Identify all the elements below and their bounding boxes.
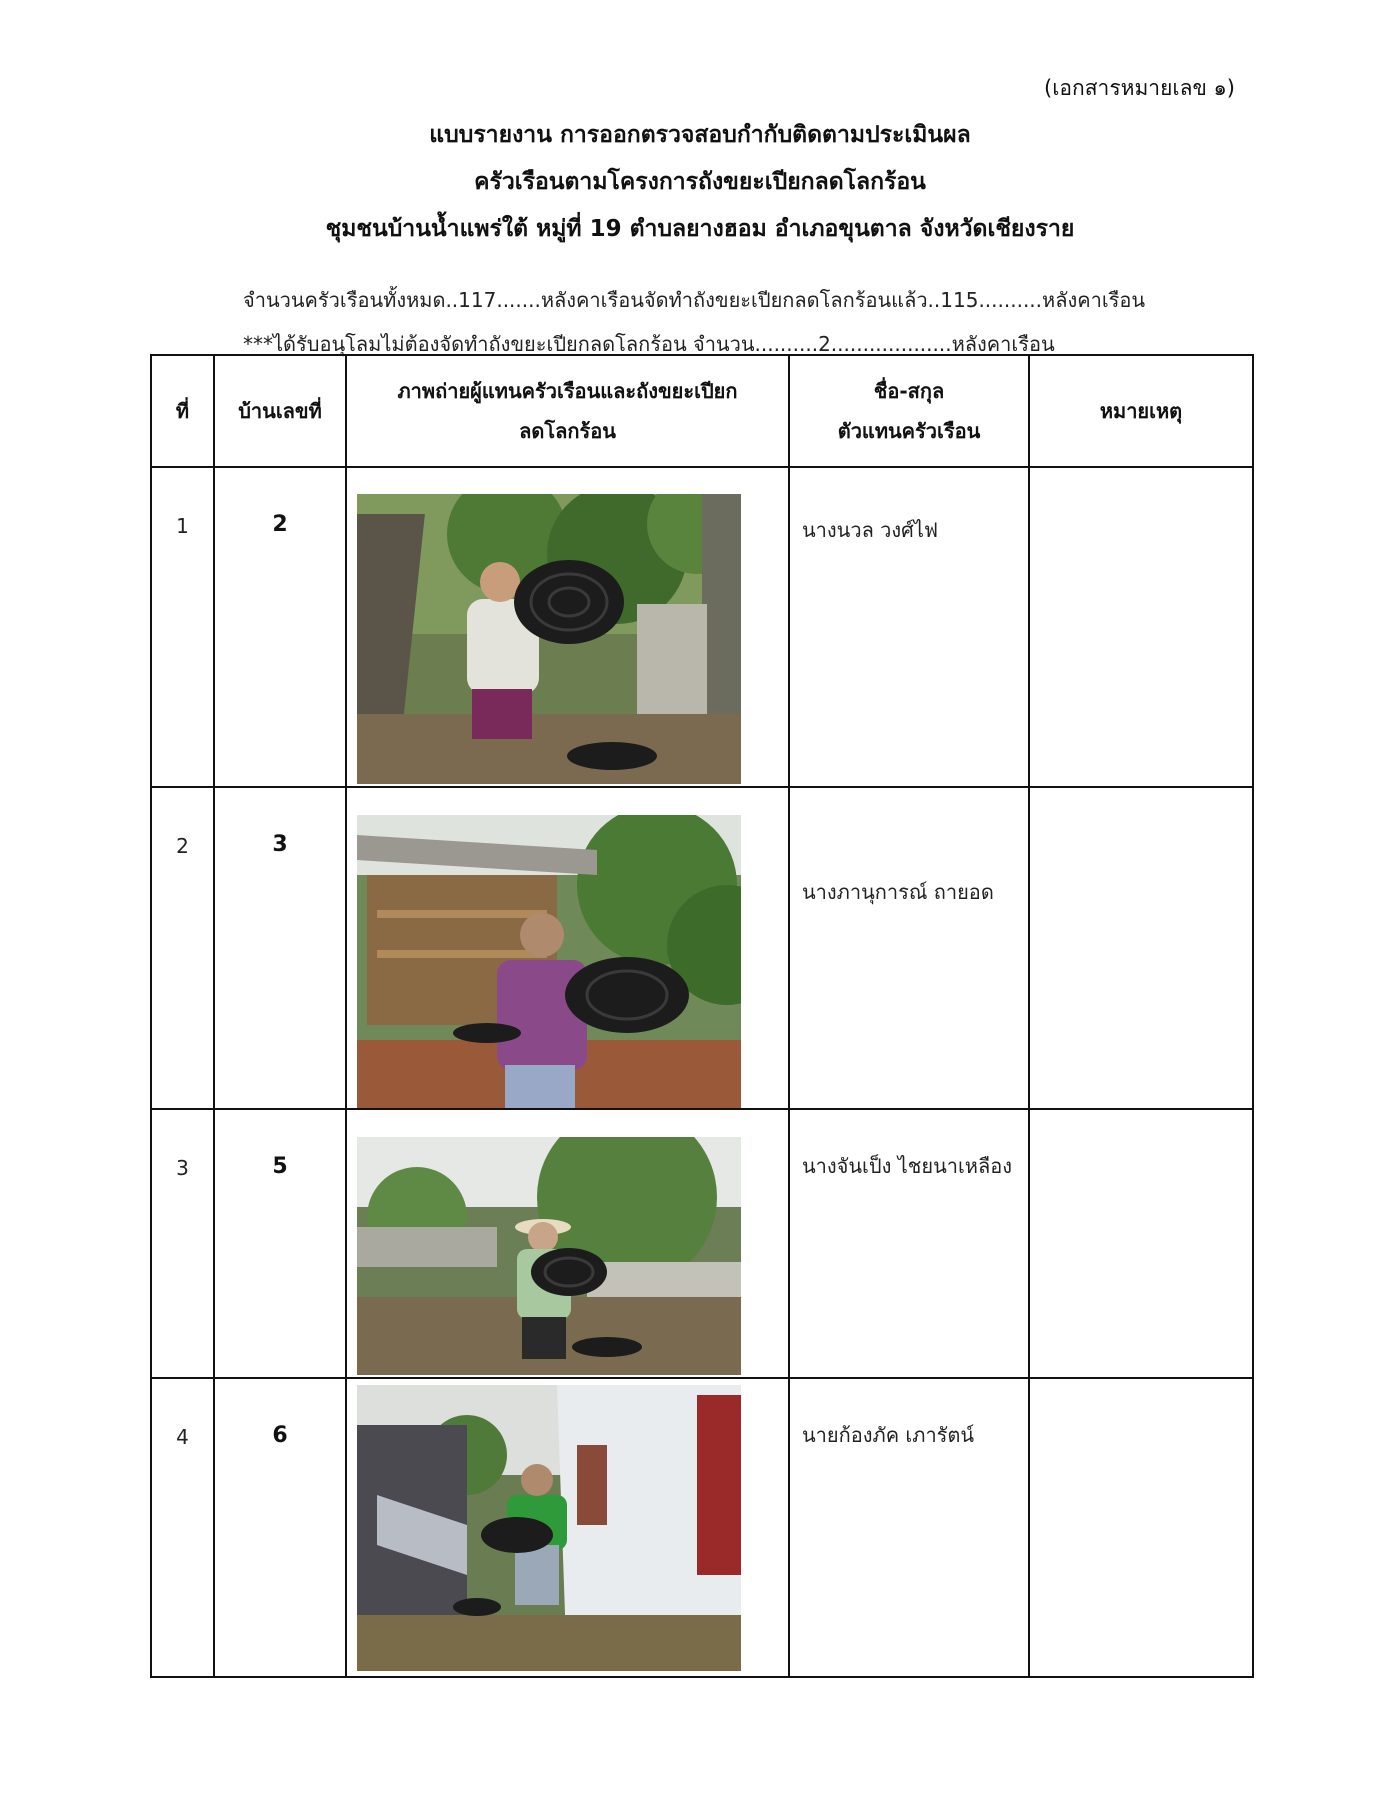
table-row <box>151 1109 1253 1378</box>
header-photo-line-2: ลดโลกร้อน <box>519 419 616 443</box>
table-header-row <box>151 355 1253 467</box>
row-number: 1 <box>151 467 214 787</box>
photo-woman-holding-bin-lid <box>357 494 741 784</box>
summary-line-2: ***ได้รับอนุโลมไม่ต้องจัดทำถังขยะเปียกลดโลกร้อน จำนวน..........2...................หลังคาเรือน <box>243 332 1055 356</box>
header-remark: หมายเหตุ <box>1029 355 1253 467</box>
title-line-2: ครัวเรือนตามโครงการถังขยะเปียกลดโลกร้อน <box>474 169 926 195</box>
row-number: 2 <box>151 787 214 1109</box>
remark-cell <box>1029 467 1253 787</box>
household-report-table <box>150 354 1254 1678</box>
header-photo <box>346 355 789 467</box>
house-number: 2 <box>214 467 346 787</box>
table-row <box>151 467 1253 787</box>
house-number: 6 <box>214 1378 346 1677</box>
household-photo <box>357 494 741 784</box>
row-number: 3 <box>151 1109 214 1378</box>
header-no: ที่ <box>151 355 214 467</box>
remark-cell <box>1029 1378 1253 1677</box>
house-number: 5 <box>214 1109 346 1378</box>
household-photo-cell <box>346 1109 789 1378</box>
title-line-1: แบบรายงาน การออกตรวจสอบกำกับติดตามประเมินผล <box>429 122 971 148</box>
household-photo <box>357 815 741 1108</box>
table-row <box>151 787 1253 1109</box>
representative-name: นายก้องภัค เภารัตน์ <box>789 1378 1029 1677</box>
photo-woman-with-bin-lid-by-shed <box>357 815 741 1108</box>
representative-name: นางจันเป็ง ไชยนาเหลือง <box>789 1109 1029 1378</box>
remark-cell <box>1029 1109 1253 1378</box>
household-summary <box>243 278 1243 366</box>
header-house-number: บ้านเลขที่ <box>214 355 346 467</box>
remark-cell <box>1029 787 1253 1109</box>
household-photo <box>357 1385 741 1671</box>
photo-man-holding-bin-lid-by-house <box>357 1385 741 1671</box>
representative-name: นางนวล วงศ์ไฟ <box>789 467 1029 787</box>
header-name-line-2: ตัวแทนครัวเรือน <box>837 419 981 443</box>
household-photo-cell <box>346 1378 789 1677</box>
representative-name: นางภานุการณ์ ถายอด <box>789 787 1029 1109</box>
photo-woman-in-hat-with-bin <box>357 1137 741 1375</box>
house-number: 3 <box>214 787 346 1109</box>
title-line-3: ชุมชนบ้านน้ำแพร่ใต้ หมู่ที่ 19 ตำบลยางฮอม อำเภอขุนตาล จังหวัดเชียงราย <box>325 216 1075 242</box>
header-photo-line-1: ภาพถ่ายผู้แทนครัวเรือนและถังขยะเปียก <box>397 379 738 403</box>
header-name <box>789 355 1029 467</box>
row-number: 4 <box>151 1378 214 1677</box>
household-photo-cell <box>346 467 789 787</box>
summary-line-1: จำนวนครัวเรือนทั้งหมด..117.......หลังคาเรือนจัดทำถังขยะเปียกลดโลกร้อนแล้ว..115..........หลังคาเรือน <box>243 288 1146 312</box>
report-title <box>0 112 1400 253</box>
table-row <box>151 1378 1253 1677</box>
document-reference: (เอกสารหมายเลข ๑) <box>1044 76 1235 100</box>
header-name-line-1: ชื่อ-สกุล <box>873 379 945 403</box>
household-photo-cell <box>346 787 789 1109</box>
household-photo <box>357 1137 741 1375</box>
